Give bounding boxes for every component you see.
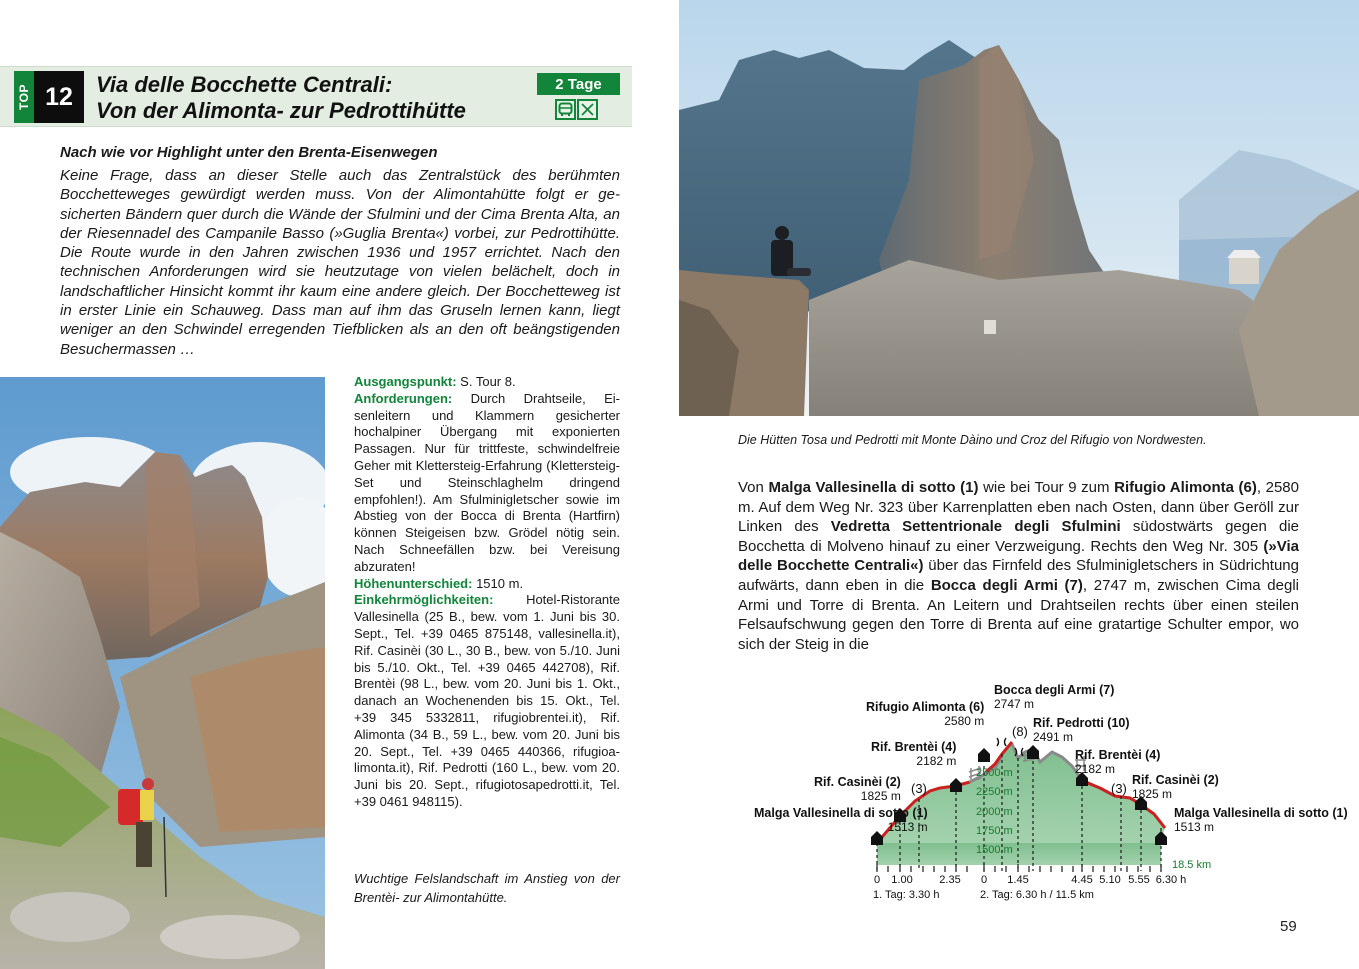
info-requirements-value: Durch Drahtseile, Eisenleitern und Klammern gesicherter hochalpiner Übergang mit exponierten Passagen. Nur für trittfeste, schwindelfreie Geher mit Klettersteig-Erfahrung (Klettersteig-Set und Steinschlaghelm dringend empfohlen!). Am Sfulminigletscher sowie im Abstieg von der Bocca di Brenta (Hartfirn) können Steigeisen bzw. Grödel nötig sein. Nach Schneefällen bzw. bei Vereisung abzuraten! xyxy=(354,390,620,574)
tour-title-line2: Von der Alimonta- zur Pedrottihütte xyxy=(96,98,466,123)
profile-label-8: (8) xyxy=(1012,724,1028,739)
restaurant-icon xyxy=(577,99,598,120)
place-bocca-degli-armi: Bocca degli Armi (7) xyxy=(930,576,1083,594)
y-tick-1500: 1500 m xyxy=(976,844,1013,856)
info-huts-label: Einkehrmöglichkeiten: xyxy=(354,592,494,608)
x-tick: 2.35 xyxy=(939,874,961,886)
info-requirements xyxy=(354,391,620,576)
place-via-bocchette: (»Via delle Bocchette Centrali«) xyxy=(738,537,1299,575)
bus-icon xyxy=(555,99,576,120)
profile-label-brentei-2: Rif. Brentèi (4) 2182 m xyxy=(1075,748,1161,776)
x-tick: 1.45 xyxy=(1007,874,1029,886)
tour-info-block xyxy=(354,374,620,811)
info-huts xyxy=(354,592,620,810)
info-start-label: Ausgangspunkt: xyxy=(354,374,457,389)
x-tick: 5.10 xyxy=(1099,874,1121,886)
x-tick: 0 xyxy=(980,874,988,886)
route-description: Von Malga Vallesinella di sotto (1) wie bei Tour 9 zum Rifugio Alimonta (6), 2580 m. Auf dem Weg Nr. 323 über Karrenplatten eben nach Osten, dann über Geröll zur Linken des Vedretta Settentrionale degli Sfulmini südostwärts gegen die Bocchetta di Molveno hinauf zu einer Verzweigung. Rechts den Weg Nr. 305 (»Via delle Bocchette Centrali«) über das Firnfeld des Sfulminigletschers in Südrichtung aufwärts, dann eben in die Bocca degli Armi (7), 2747 m, zwischen Cima degli Armi und Torre di Brenta. An Leitern und Drahtseilen rechts über einen steilen Felsaufschwung gegen den Torre di Brenta auf eine gratartige Schulter empor, wo sich der Steig in die xyxy=(738,479,1300,653)
info-elevation-label: Höhenunterschied: xyxy=(354,575,473,591)
profile-label-casinei-1: Rif. Casinèi (2) 1825 m xyxy=(814,775,901,803)
place-rifugio-alimonta: Rifugio Alimonta (6) xyxy=(1114,479,1257,496)
info-start xyxy=(354,374,620,391)
profile-label-3-left: (3) xyxy=(911,781,927,796)
tour-number: 12 xyxy=(34,71,84,123)
x-tick: 1.00 xyxy=(891,874,913,886)
tour-subtitle: Nach wie vor Highlight unter den Brenta-Eisenwegen xyxy=(60,144,438,161)
tour-title-line1: Via delle Bocchette Centrali: xyxy=(96,72,393,97)
photo-huts-tosa-pedrotti xyxy=(679,0,1359,416)
caption-right-photo: Die Hütten Tosa und Pedrotti mit Monte Dàino und Croz del Rifugio von Nordwesten. xyxy=(738,433,1207,447)
day1-label: 1. Tag: 3.30 h xyxy=(873,889,940,901)
y-tick-2500: 2500 m xyxy=(976,767,1013,779)
info-elevation-value: 1510 m. xyxy=(472,575,524,591)
top-badge: TOP xyxy=(14,71,34,123)
x-tick: 4.45 xyxy=(1071,874,1093,886)
profile-label-malga-end: Malga Vallesinella di sotto (1) 1513 m xyxy=(1174,806,1348,834)
place-vedretta-sfulmini: Vedretta Settentrionale degli Sfulmini xyxy=(830,518,1121,536)
info-huts-value: Hotel-Ristorante Vallesinella (25 B., bew. vom 1. Juni bis 30. Sept., Tel. +39 0465 875148, vallesinella.it), Rif. Casinèi (30 L., 30 B., bew. von 5./10. Juni bis 5./10. Okt., Tel. +39 0465 442708), Rif. Brentèi (98 L., bew. vom 20. Juni bis 1. Okt., danach an Wochenenden bis 15. Okt., Tel. +39 345 5332811, rifugiobrentei.it), Rif. Alimonta (34 B., 59 L., bew. vom 20. Juni bis 20. Sept., Tel. +39 0465 440366, rifugioalimonta.it), Rif. Pedrotti (160 L., bew. vom 20. Juni bis 20. Sept., rifugiotosapedrotti.it, Tel. +39 0461 948115). xyxy=(354,592,620,809)
y-tick-1750: 1750 m xyxy=(976,825,1013,837)
elevation-profile-chart xyxy=(740,676,1348,906)
photo-hiker-rock-landscape xyxy=(0,377,325,969)
profile-label-brentei-1: Rif. Brentèi (4) 2182 m xyxy=(871,740,957,768)
info-requirements-label: Anforderungen: xyxy=(354,390,453,406)
page-number: 59 xyxy=(1280,918,1297,935)
info-elevation xyxy=(354,576,620,593)
profile-label-bocca-armi: Bocca degli Armi (7) 2747 m xyxy=(994,683,1115,711)
day2-label: 2. Tag: 6.30 h / 11.5 km xyxy=(980,889,1094,901)
y-tick-2250: 2250 m xyxy=(976,786,1013,798)
total-distance: 18.5 km xyxy=(1172,859,1212,871)
profile-label-3-right: (3) xyxy=(1111,781,1127,796)
profile-label-casinei-2: Rif. Casinèi (2) 1825 m xyxy=(1132,773,1219,801)
place-malga-vallesinella: Malga Vallesinella di sotto (1) xyxy=(768,479,979,496)
tour-header xyxy=(0,66,632,127)
profile-label-pedrotti: Rif. Pedrotti (10) 2491 m xyxy=(1033,716,1130,744)
x-tick: 6.30 h xyxy=(1155,874,1187,886)
caption-left-photo: Wuchtige Felslandschaft im Anstieg von der Brentèi- zur Alimontahütte. xyxy=(354,871,620,905)
y-tick-2000: 2000 m xyxy=(976,806,1013,818)
profile-label-alimonta: Rifugio Alimonta (6) 2580 m xyxy=(866,700,985,728)
tour-title xyxy=(96,72,536,124)
intro-paragraph: Keine Frage, dass an dieser Stelle auch das Zentralstück des berühmten Bocchetteweges gewürdigt werden muss. Von der Alimontahütte folgt er gesicherten Bändern quer durch die Wände der Sfulmini und der Cima Brenta Alta, an der Riesennadel des Campanile Basso (»Guglia Brenta«) vorbei, zur Pedrottihütte. Die Route wurde in den Jahren zwischen 1936 und 1957 errichtet. Nach den technischen Anforderungen wird sie heutzutage von vielen belächelt, doch in landschaftlicher Hinsicht kommt ihr kaum eine andere gleich. Der Bocchetteweg ist in erster Linie ein Schauweg. Dass man auf ihm das Gruseln lernen kann, liegt weniger an den Schwindel erregenden Tiefblicken als an den oft beängstigenden Besuchermassen … xyxy=(60,167,620,358)
duration-badge: 2 Tage xyxy=(537,73,620,95)
info-start-value: S. Tour 8. xyxy=(456,374,516,389)
x-tick: 5.55 xyxy=(1128,874,1150,886)
profile-label-malga-start: Malga Vallesinella di sotto (1) 1513 m xyxy=(754,806,928,834)
header-icons xyxy=(555,99,598,120)
x-tick: 0 xyxy=(873,874,881,886)
